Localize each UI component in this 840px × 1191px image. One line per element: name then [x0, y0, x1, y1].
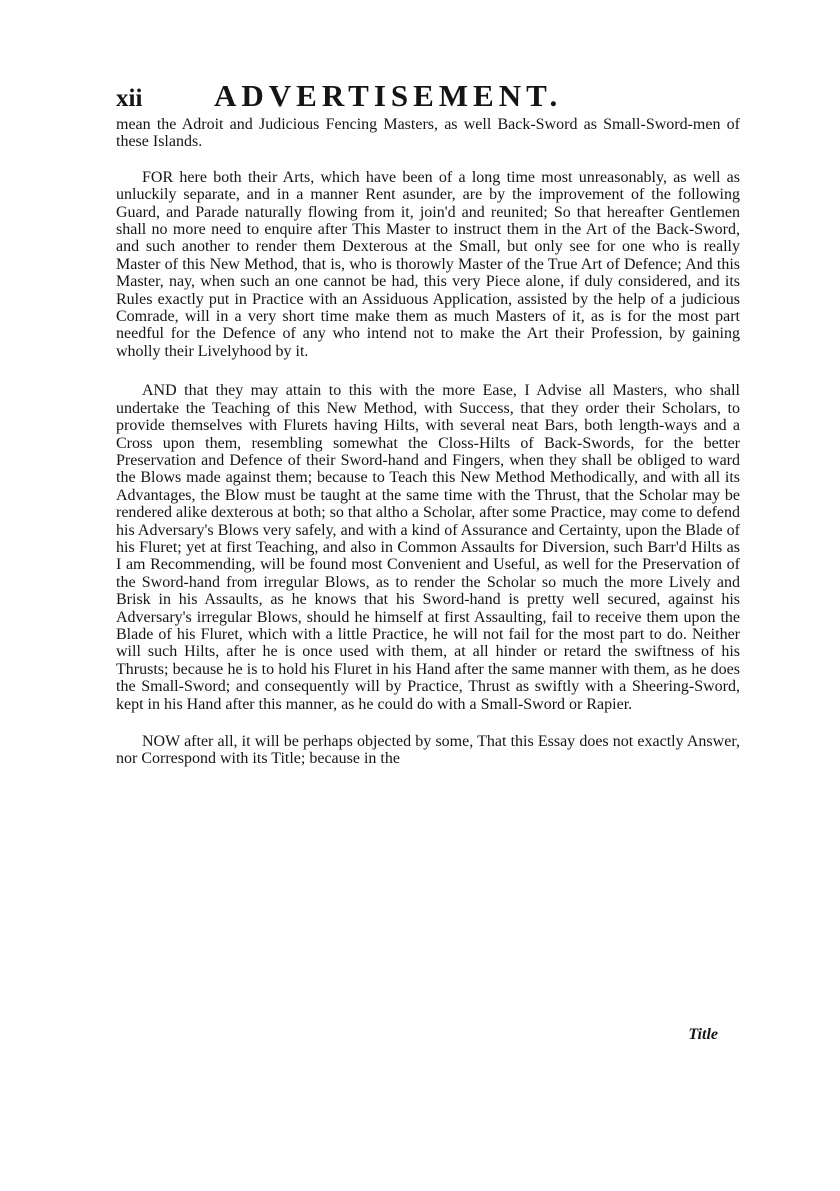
page-number: xii — [116, 85, 143, 112]
page-header — [116, 78, 740, 114]
running-title: ADVERTISEMENT. — [214, 78, 563, 113]
paragraph-and-that: AND that they may attain to this with the more Ease, I Advise all Masters, who shall undertake the Teaching of this New Method, with Success, that they order their Scholars, to provide themselves with Flurets having Hilts, with several neat Bars, both length-ways and a Cross upon them, resembling somewhat the Closs-Hilts of Back-Swords, for the better Preservation and Defence of their Sword-hand and Fingers, when they shall be obliged to ward the Blows made against them; because to Teach this New Method Methodically, and with all its Advantages, the Blow must be taught at the same time with the Thrust, that the Scholar may be rendered alike dexterous at both; so that altho a Scholar, after some Practice, may come to defend his Adversary's Blows very safely, and with a kind of Assurance and Certainty, upon the Blade of his Fluret; yet at first Teaching, and also in Common Assaults for Diversion, such Barr'd Hilts as I am Recommending, will be found most Convenient and Useful, as well for the Preservation of the Sword-hand from irregular Blows, as to render the Scholar so much the more Lively and Brisk in his Assaults, as he knows that his Sword-hand is pretty well secured, against his Adversary's irregular Blows, should he himself at first Assaulting, fail to receive them upon the Blade of his Fluret, which with a little Practice, he will not fail for the most part to do. Neither will such Hilts, after he is once used with them, at all hinder or retard the swiftness of his Thrusts; because he is to hold his Fluret in his Hand after the same manner with them, as he does the Small-Sword; and consequently will by Practice, Thrust as swiftly with a Sheering-Sword, kept in his Hand after this manner, as he could do with a Small-Sword or Rapier. — [116, 382, 741, 713]
paragraph-now-after: NOW after all, it will be perhaps objected by some, That this Essay does not exactly Answer, nor Correspond with its Title; because in the — [116, 733, 740, 768]
catchword: Title — [688, 1026, 718, 1043]
paragraph-continuation: mean the Adroit and Judicious Fencing Masters, as well Back-Sword as Small-Sword-men of these Islands. — [116, 116, 740, 151]
paragraph-for-here: FOR here both their Arts, which have been of a long time most unreasonably, as well as unluckily separate, and in a manner Rent asunder, are by the improvement of the following Guard, and Parade naturally flowing from it, join'd and reunited; So that hereafter Gentlemen shall no more need to enquire after This Master to instruct them in the Art of the Back-Sword, and such another to render them Dexterous at the Small, but only see for one who is really Master of this New Method, that is, who is thorowly Master of the True Art of Defence; And this Master, nay, when such an one cannot be had, this very Piece alone, if duly considered, and its Rules exactly put in Practice with an Assiduous Application, assisted by the help of a judicious Comrade, will in a very short time make them as much Masters of it, as is for the most part needful for the Defence of any who intend not to make the Art their Profession, by gaining wholly their Livelyhood by it. — [116, 168, 740, 360]
